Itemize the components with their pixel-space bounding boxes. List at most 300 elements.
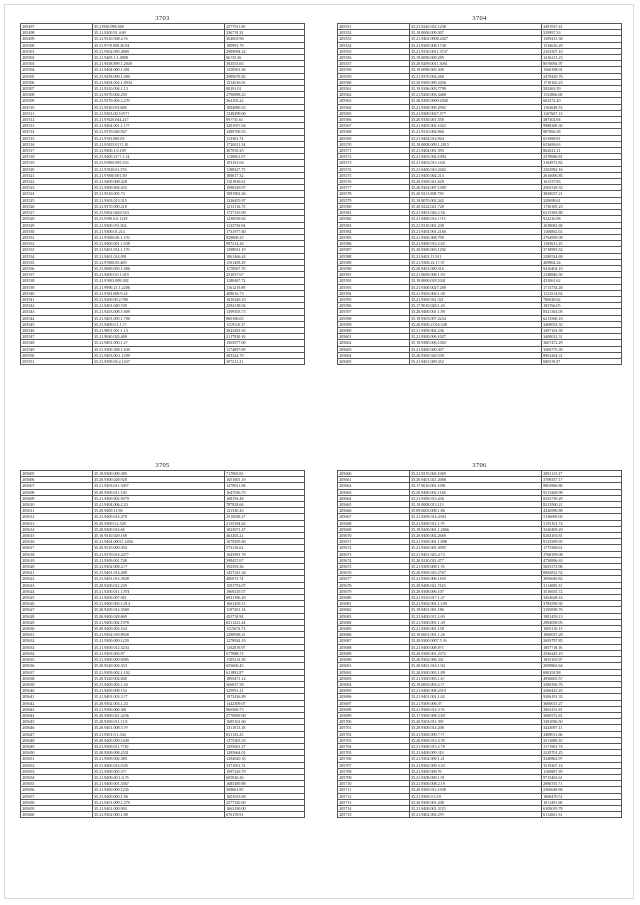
row-value: 3206425.45 — [541, 688, 621, 694]
row-coordinate: 35.21.9308.009.1.91 — [409, 774, 541, 780]
row-id: 205532 — [21, 241, 93, 247]
row-id: 205661 — [338, 477, 410, 483]
row-coordinate: 35.21.9302.009.3.33 — [409, 762, 541, 768]
row-value: 2984058.95 — [541, 619, 621, 625]
row-value: 193191.64 — [224, 160, 304, 166]
row-value: 3491937.41 — [541, 24, 621, 30]
row-id: 205639 — [21, 681, 93, 687]
row-coordinate: 35.20.9302.003.1.23 — [92, 700, 224, 706]
row-coordinate: 35.21.9370.004.250 — [92, 92, 224, 98]
row-coordinate: 35.21930.098 468 — [92, 24, 224, 30]
row-value: 99??31.61 — [224, 117, 304, 123]
row-id: 205677 — [338, 576, 410, 582]
row-value: 168192.48 — [224, 495, 304, 501]
row-value: 1011491.68 — [541, 799, 621, 805]
row-id: 205503 — [21, 61, 93, 67]
row-value: 2091115.37 — [541, 471, 621, 477]
table-row — [21, 358, 305, 364]
row-value: 887066.38 — [541, 129, 621, 135]
row-id: 205688 — [338, 644, 410, 650]
row-value: 431061.62 — [541, 278, 621, 284]
row-value: 1043991.78 — [224, 551, 304, 557]
row-coordinate: 35.21.9309.002.1.102 — [92, 669, 224, 675]
row-value: 8213560.21 — [541, 502, 621, 508]
row-value: 611892.87 — [224, 669, 304, 675]
row-id: 205625 — [21, 595, 93, 601]
row-id: 205552 — [338, 30, 410, 36]
row-id: 205524 — [21, 191, 93, 197]
row-value: 1311013.18 — [224, 725, 304, 731]
row-id: 205571 — [338, 148, 410, 154]
row-id: 205585 — [338, 234, 410, 240]
row-coordinate: 35.21.9300.694.433 — [92, 185, 224, 191]
row-coordinate: 35.21.9303.003.97 — [92, 650, 224, 656]
row-id: 205695 — [338, 688, 410, 694]
row-id: 205538 — [21, 278, 93, 284]
row-id: 205665 — [338, 502, 410, 508]
row-coordinate: 35.21.9001.001.1.13 — [92, 327, 224, 333]
row-id: 205694 — [338, 681, 410, 687]
row-coordinate: 35.21.9401.009.352 — [409, 358, 541, 364]
row-id: 205621 — [21, 570, 93, 576]
row-coordinate: 35.21.9209.014.4304 — [409, 514, 541, 520]
row-coordinate: 35.21.9310.001.238 — [409, 222, 541, 228]
row-coordinate: 35.21.9400.008.2319 — [409, 688, 541, 694]
row-id: 205627 — [21, 607, 93, 613]
row-id: 205504 — [21, 67, 93, 73]
row-id: 205564 — [338, 104, 410, 110]
row-coordinate: 35.21.9300.006.381 — [92, 706, 224, 712]
row-value: 3311089.35 — [541, 737, 621, 743]
row-id: 205608 — [21, 489, 93, 495]
row-id: 205708 — [338, 768, 410, 774]
row-value: 3409033.35 — [541, 321, 621, 327]
row-id: 205600 — [338, 327, 410, 333]
row-value: 1005110.13 — [541, 626, 621, 632]
row-value: 183766.05 — [541, 303, 621, 309]
row-coordinate: 35.20.9401.014.1.94 — [409, 663, 541, 669]
row-id: 205697 — [338, 700, 410, 706]
row-value: 307211.21 — [224, 358, 304, 364]
row-coordinate: 35.21.9200.003.3468 — [409, 92, 541, 98]
row-coordinate: 35.21.9302.004.1.30 — [409, 290, 541, 296]
row-id: 205656 — [21, 787, 93, 793]
row-coordinate: 35.17.9010.001.1091 — [409, 483, 541, 489]
row-value: 9213268.98 — [541, 489, 621, 495]
row-coordinate: 35.21.9370.014.2477 — [92, 551, 224, 557]
row-id: 205641 — [21, 694, 93, 700]
row-id: 205547 — [21, 334, 93, 340]
row-coordinate: 35.21.9300.006.1169 — [409, 576, 541, 582]
row-value: 2510028.27 — [224, 514, 304, 520]
row-value: 1416213.23 — [541, 55, 621, 61]
panel-3705 — [20, 461, 305, 818]
row-coordinate: 35.21.9?03.008.9.22 — [92, 290, 224, 296]
row-coordinate: 35.21.9310.094.1.13 — [92, 86, 224, 92]
row-value: 2584138.04 — [224, 303, 304, 309]
row-value: 9416404.10 — [541, 265, 621, 271]
row-value: 1348299.00 — [224, 110, 304, 116]
row-id: 205593 — [338, 284, 410, 290]
row-coordinate: 35.19.0090.009.285 — [409, 55, 541, 61]
row-coordinate: 35.21.9401.003.3.?7 — [92, 694, 224, 700]
row-coordinate: 35.20.9300.003.1.89 — [409, 669, 541, 675]
row-coordinate: 35.20.9300.023.2767 — [409, 570, 541, 576]
row-value: 1514016.01 — [224, 79, 304, 85]
row-id: 205541 — [21, 296, 93, 302]
row-id: 205554 — [338, 42, 410, 48]
row-value: 3340863.97 — [541, 756, 621, 762]
row-value: 2778809.90 — [224, 712, 304, 718]
row-id: 205581 — [338, 210, 410, 216]
row-coordinate: 35.20.9220.004.840 — [92, 675, 224, 681]
row-coordinate: 35.20.9401.008.3.?9 — [92, 725, 224, 731]
row-coordinate: 35.21.9401.013.3928 — [92, 576, 224, 582]
row-id: 205624 — [21, 588, 93, 594]
row-id: 205601 — [338, 334, 410, 340]
row-id: 205683 — [338, 613, 410, 619]
row-value: 2577911.85 — [224, 24, 304, 30]
row-coordinate: 35.21.9?020.044.217 — [92, 117, 224, 123]
row-value: 787828.66 — [224, 502, 304, 508]
row-coordinate: 35.21.9303.013.315 — [92, 197, 224, 203]
row-value: 121330.45 — [224, 508, 304, 514]
row-coordinate: 35.20.9300.001.2372 — [409, 650, 541, 656]
row-value: 303324.79 — [224, 352, 304, 358]
row-id: 205513 — [21, 123, 93, 129]
row-value: 2989078.82 — [224, 73, 304, 79]
row-coordinate: 35.21.9370.002.1069 — [409, 471, 541, 477]
row-id: 205636 — [21, 663, 93, 669]
row-value: 9306191.35 — [541, 694, 621, 700]
row-coordinate: 35.19.9303.007.2234 — [409, 315, 541, 321]
row-id: 205672 — [338, 545, 410, 551]
row-id: 205536 — [21, 265, 93, 271]
row-coordinate: 35.21.9330.0011.3747 — [409, 48, 541, 54]
row-value: 690292.98 — [541, 669, 621, 675]
row-value: 3264628.43 — [541, 595, 621, 601]
row-id: 205618 — [21, 551, 93, 557]
row-id: 205655 — [21, 781, 93, 787]
row-coordinate: 35.19.0000.009.307 — [409, 30, 541, 36]
row-coordinate: 35.21.9401.026.2.56 — [409, 210, 541, 216]
row-coordinate: 35.21.9300.009.1229 — [92, 638, 224, 644]
row-id: 205579 — [338, 197, 410, 203]
row-value: 1007?18.16 — [541, 644, 621, 650]
row-value: 1060037.28 — [541, 632, 621, 638]
row-coordinate: 35.21.9400.002.1978 — [92, 619, 224, 625]
row-value: 251037.67 — [224, 272, 304, 278]
row-value: 1731977.60 — [224, 228, 304, 234]
data-table — [20, 23, 305, 365]
row-value: 6215383.88 — [541, 210, 621, 216]
row-value: 3381096.50 — [541, 719, 621, 725]
row-coordinate: 35.21.9404.000.1.091 — [92, 67, 224, 73]
row-value: 3201957.64 — [224, 123, 304, 129]
row-id: 205553 — [338, 36, 410, 42]
row-coordinate: 35.21.9404.001.2166 — [409, 228, 541, 234]
row-value: 408016.73 — [224, 290, 304, 296]
row-value: 677888.72 — [224, 650, 304, 656]
row-coordinate: 35.20.9300.0007.5.?6 — [409, 638, 541, 644]
row-value: 2536245.19 — [541, 650, 621, 656]
row-coordinate: 35.20.9300.013.3.?8 — [409, 737, 541, 743]
table-row — [21, 812, 305, 818]
row-id: 205643 — [21, 706, 93, 712]
row-value: 3369775.39 — [541, 346, 621, 352]
row-coordinate: 35.21.9404.001.395 — [409, 148, 541, 154]
row-value: 1278924.19 — [224, 638, 304, 644]
row-value: 6213560.16 — [541, 315, 621, 321]
row-value: 1685161.60 — [224, 719, 304, 725]
row-coordinate: 35.20.9400.11.96 — [92, 508, 224, 514]
row-value: 1981459.13 — [541, 613, 621, 619]
row-coordinate: 35.20.9300.009.2456 — [409, 79, 541, 85]
row-value: 1610226.10 — [224, 296, 304, 302]
row-id: 205666 — [338, 508, 410, 514]
row-id: 205633 — [21, 644, 93, 650]
row-value: 8333739.29 — [541, 495, 621, 501]
data-table — [20, 470, 305, 818]
row-id: 205684 — [338, 619, 410, 625]
row-value: 717965.82 — [224, 471, 304, 477]
row-id: 205622 — [21, 576, 93, 582]
row-id: 205588 — [338, 253, 410, 259]
row-coordinate: 35.20.9310.009.394 — [92, 545, 224, 551]
row-id: 205519 — [21, 160, 93, 166]
row-value: 1164649.53 — [541, 104, 621, 110]
row-value: 1101459.29 — [224, 259, 304, 265]
row-coordinate: 35.21.9405.1.1.4998 — [92, 55, 224, 61]
row-coordinate: 35.21.9300.009.0085 — [92, 657, 224, 663]
row-value: 8863966.86 — [541, 483, 621, 489]
row-coordinate: 35.21.9400.21??.1.14 — [92, 154, 224, 160]
row-coordinate: 35.21.9330.0?3.668 — [92, 104, 224, 110]
row-coordinate: 35.21.9200.011.1.8?4 — [92, 588, 224, 594]
row-id: 205540 — [21, 290, 93, 296]
panel-title: 3704 — [472, 15, 487, 22]
row-id: 205594 — [338, 290, 410, 296]
row-value: 3155101.74 — [541, 520, 621, 526]
row-value: 1727319.09 — [224, 210, 304, 216]
row-coordinate: 35.21.9302.000.1.80 — [92, 812, 224, 818]
row-coordinate: 35.21.9300.0027.577 — [409, 110, 541, 116]
row-coordinate: 35.21.9402.0008.2027 — [409, 36, 541, 42]
row-coordinate: 35.21.9400.000.1.96 — [92, 793, 224, 799]
data-table — [337, 470, 622, 818]
row-value: 4557?0.94 — [224, 613, 304, 619]
row-id: 205592 — [338, 278, 410, 284]
row-coordinate: 35.21.9300.01.214 — [92, 228, 224, 234]
row-value: 1479011.08 — [224, 483, 304, 489]
row-value: 66?35.36 — [224, 55, 304, 61]
row-value: 1442309.07 — [224, 700, 304, 706]
row-coordinate: 35.21.9303.00.5.9??? — [92, 110, 224, 116]
row-coordinate: 35.21.9302.018.8928 — [92, 632, 224, 638]
row-id: 205607 — [21, 483, 93, 489]
row-id: 205506 — [21, 79, 93, 85]
row-id: 205595 — [338, 296, 410, 302]
row-coordinate: 35.21.9309.008.1749 — [409, 42, 541, 48]
row-coordinate: 35.21.9300.014.3.?6 — [409, 706, 541, 712]
row-value: 1997226.79 — [224, 768, 304, 774]
row-id: 205649 — [21, 743, 93, 749]
row-coordinate: 35.21.9401.009.1.279 — [92, 799, 224, 805]
row-coordinate: 35.19.9300.009.389 — [92, 471, 224, 477]
row-value: 1895471.14 — [224, 675, 304, 681]
row-value: 568661.85 — [224, 787, 304, 793]
row-id: 205711 — [338, 787, 410, 793]
row-coordinate: 35.21.9200.91 4.69 — [92, 30, 224, 36]
row-id: 205702 — [338, 731, 410, 737]
row-value: 1133756.94 — [224, 222, 304, 228]
row-id: 205499 — [21, 36, 93, 42]
row-id: 205531 — [21, 234, 93, 240]
row-value: 3708357.17 — [541, 477, 621, 483]
row-value: 2280524.69 — [541, 253, 621, 259]
row-id: 205561 — [338, 86, 410, 92]
row-coordinate: 35.20.9300.2.016.548 — [409, 321, 541, 327]
row-value: 320698.61 — [541, 197, 621, 203]
row-id: 205509 — [21, 98, 93, 104]
row-coordinate: 35.21.9200.09.2.780 — [92, 296, 224, 302]
row-id: 205517 — [21, 148, 93, 154]
row-value: 1180467.72 — [224, 278, 304, 284]
row-id: 205604 — [338, 352, 410, 358]
row-id: 205673 — [338, 551, 410, 557]
row-value: 1823071.47 — [224, 526, 304, 532]
row-coordinate: 35.20.9300.028.539 — [409, 352, 541, 358]
row-value: 2478429.76 — [541, 73, 621, 79]
row-value: 1457241.34 — [224, 570, 304, 576]
data-table — [337, 23, 622, 365]
row-id: 205650 — [21, 750, 93, 756]
row-coordinate: 35.19.9401.001.186 — [409, 607, 541, 613]
row-coordinate: 35.21.9300.009.7.?? — [409, 731, 541, 737]
row-coordinate: 35.21.9309.001.748 — [92, 557, 224, 563]
row-value: 392393.36 — [224, 564, 304, 570]
row-value: 6109019.78 — [541, 805, 621, 811]
row-id: 205712 — [338, 793, 410, 799]
row-id: 205632 — [21, 638, 93, 644]
row-coordinate: 35.21.9400.014.2.65 — [409, 241, 541, 247]
row-coordinate: 35.19.0008.013.113 — [409, 502, 541, 508]
row-value: 862621.21 — [541, 148, 621, 154]
row-id: 205705 — [338, 750, 410, 756]
row-value: 398457.67 — [224, 557, 304, 563]
panel-title: 3706 — [472, 462, 487, 469]
row-coordinate: 35.21.9400.000.307 — [409, 346, 541, 352]
row-value: 2764959.09 — [541, 234, 621, 240]
panel-3706 — [337, 461, 622, 818]
row-id: 205667 — [338, 514, 410, 520]
row-coordinate: 35.21.9300.008.799 — [409, 234, 541, 240]
row-coordinate: 35.21.9300.001.1.39 — [409, 619, 541, 625]
row-coordinate: 35.21.9400.014.478 — [92, 514, 224, 520]
row-coordinate: 35.21.9302.0420.523 — [92, 210, 224, 216]
row-value: 1160887.39 — [541, 768, 621, 774]
row-id: 205634 — [21, 650, 93, 656]
row-id: 205616 — [21, 539, 93, 545]
row-coordinate: 35.21.9400.00.1.0.?5 — [92, 774, 224, 780]
row-value: 3600015.27 — [541, 700, 621, 706]
row-id: 205706 — [338, 756, 410, 762]
row-value: 1068470.51 — [541, 793, 621, 799]
row-coordinate: 35.21.9400.001.3?25 — [409, 805, 541, 811]
row-value: 1295661.27 — [224, 743, 304, 749]
row-id: 205614 — [21, 526, 93, 532]
row-id: 205703 — [338, 737, 410, 743]
row-coordinate: 35.21.9400.002.213 — [409, 172, 541, 178]
row-coordinate: 35.20.9320.004.333 — [92, 663, 224, 669]
row-coordinate: 35.21.9402.002.2?9 — [409, 812, 541, 818]
row-coordinate: 35.21.9040.023.469 — [92, 334, 224, 340]
row-id: 205680 — [338, 595, 410, 601]
row-id: 205700 — [338, 719, 410, 725]
row-id: 205508 — [21, 92, 93, 98]
row-value: 3320409.29 — [541, 526, 621, 532]
row-coordinate: 35.21.9309.002.380 — [92, 756, 224, 762]
row-value: 3783599.30 — [541, 601, 621, 607]
row-id: 205609 — [21, 495, 93, 501]
row-id: 205685 — [338, 626, 410, 632]
row-value: 3319267.14 — [541, 762, 621, 768]
row-value: 2086?55.71 — [541, 781, 621, 787]
row-id: 205623 — [21, 582, 93, 588]
row-coordinate: 35.21.9300.006.1027 — [409, 334, 541, 340]
row-id: 205714 — [338, 805, 410, 811]
row-id: 205660 — [21, 812, 93, 818]
row-id: 205682 — [338, 607, 410, 613]
row-id: 205539 — [21, 284, 93, 290]
row-coordinate: 35.21.9401.014.408 — [92, 570, 224, 576]
row-value: 1119116.37 — [224, 321, 304, 327]
row-value: 2135394.62 — [224, 520, 304, 526]
row-coordinate: 35.20.9300.028.928 — [92, 477, 224, 483]
row-value: 4069?5.74 — [224, 576, 304, 582]
row-value: 1601633.69 — [224, 793, 304, 799]
row-coordinate: 35.21.9400.008.8?3 — [409, 644, 541, 650]
row-id: 205662 — [338, 483, 410, 489]
row-id: 205578 — [338, 191, 410, 197]
row-coordinate: 35.21.9404.006.2.23 — [92, 502, 224, 508]
row-value: 831133.25 — [224, 731, 304, 737]
row-id: 205497 — [21, 24, 93, 30]
row-value: 605836.26 — [224, 774, 304, 780]
row-value: 2693797.85 — [541, 638, 621, 644]
row-coordinate: 35.21.9400.008.328 — [92, 179, 224, 185]
panel-title: 3705 — [155, 462, 170, 469]
row-id: 205502 — [21, 55, 93, 61]
row-coordinate: 35.21.9240.032.1238 — [409, 24, 541, 30]
row-value: 1647036.75 — [224, 489, 304, 495]
row-coordinate: 35.20.9220.021.477 — [409, 557, 541, 563]
row-value: 3380356.76 — [541, 681, 621, 687]
row-coordinate: 35.21.9400.0.0.1.419 — [92, 272, 224, 278]
panel-title: 3703 — [155, 15, 170, 22]
row-value: 307039.25 — [224, 148, 304, 154]
row-value: 3443097.11 — [541, 725, 621, 731]
row-value: 8682812.52 — [541, 570, 621, 576]
row-id: 205577 — [338, 185, 410, 191]
row-id: 205543 — [21, 309, 93, 315]
row-value: 80291.01 — [224, 86, 304, 92]
row-id: 205549 — [21, 346, 93, 352]
row-coordinate: 35.21.9405.002.1023 — [409, 123, 541, 129]
row-value: 1285664.01 — [224, 750, 304, 756]
row-value: 469864.24 — [541, 259, 621, 265]
row-value: 2148846.50 — [541, 272, 621, 278]
